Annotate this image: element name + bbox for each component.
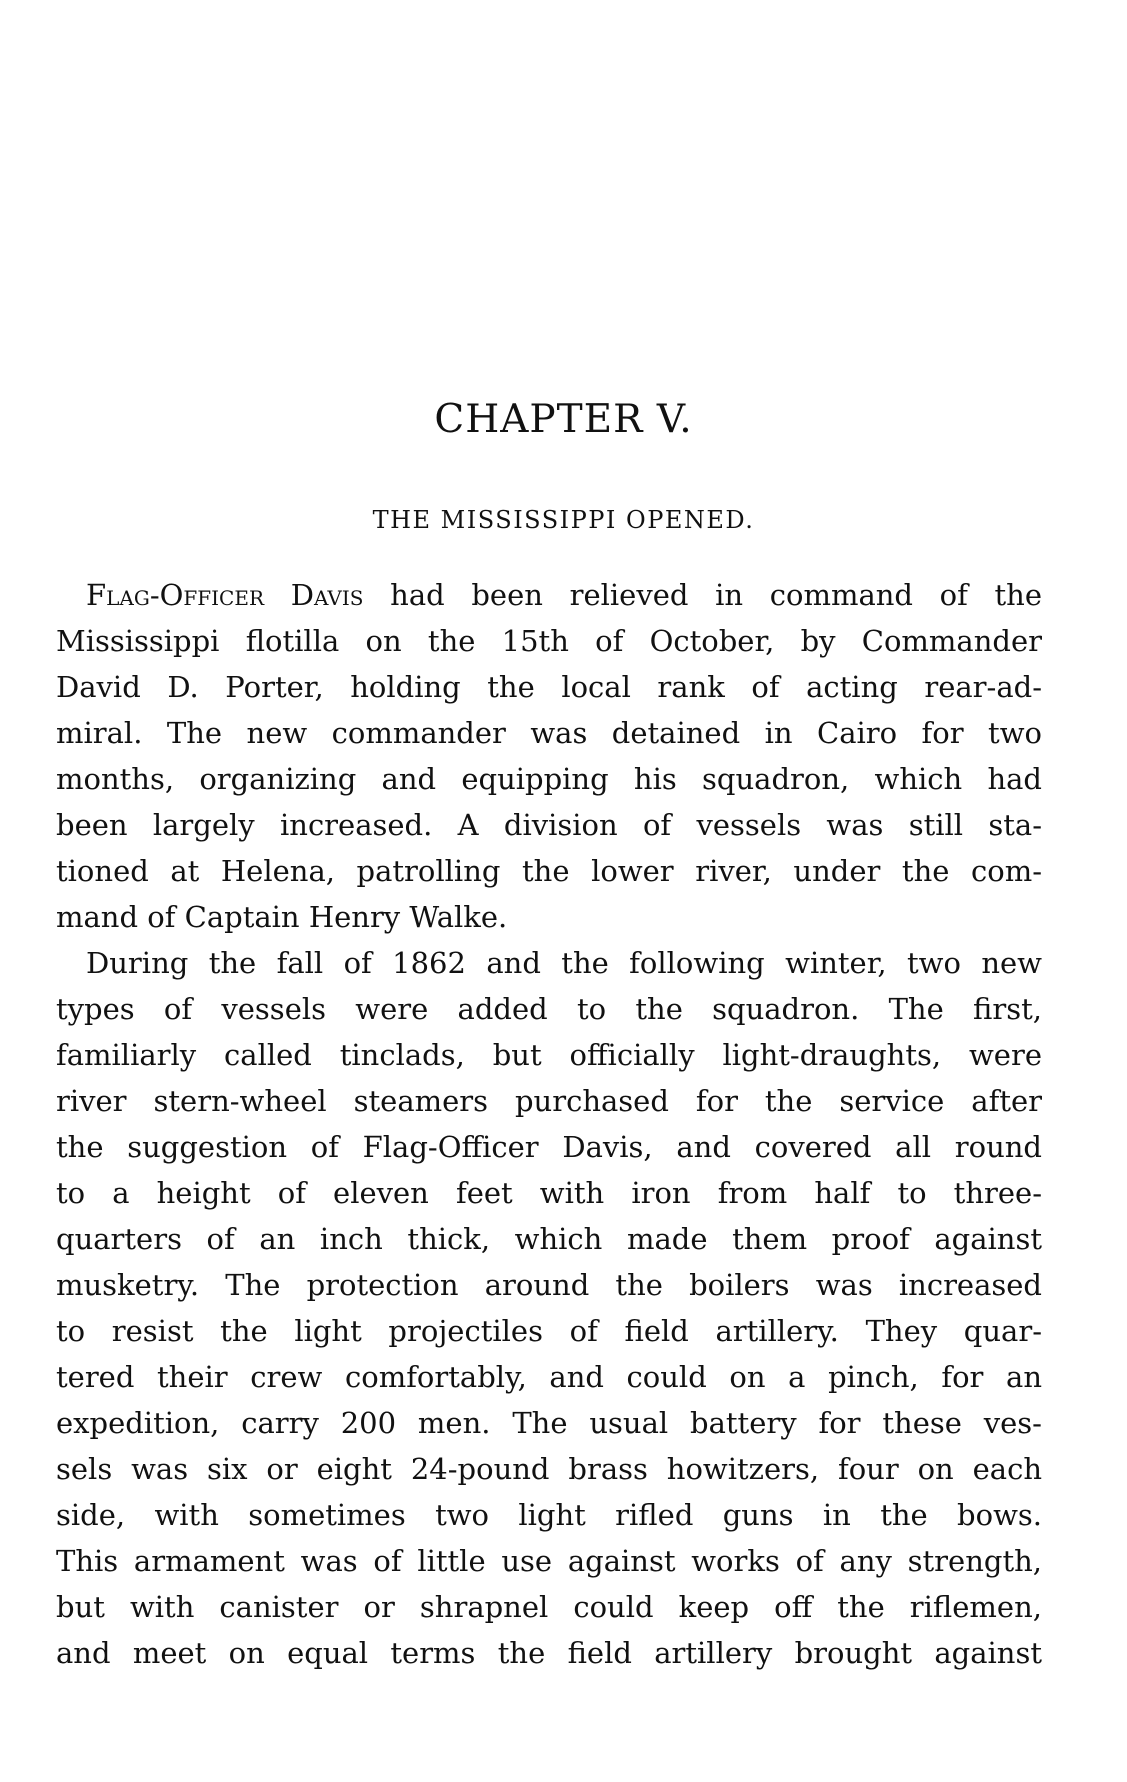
- text-line: familiarly called tinclads, but officially light-draughts, were: [56, 1038, 1042, 1072]
- text-line: been largely increased. A division of vessels was still sta-: [56, 808, 1042, 842]
- text-line: tioned at Helena, patrolling the lower river, under the com-: [56, 854, 1042, 888]
- text-line: miral. The new commander was detained in Cairo for two: [56, 716, 1042, 750]
- text-line: [56, 572, 1042, 618]
- chapter-title: CHAPTER V.: [434, 397, 693, 442]
- text-line: musketry. The protection around the boilers was increased: [56, 1268, 1042, 1302]
- text-line: expedition, carry 200 men. The usual battery for these ves-: [56, 1406, 1042, 1440]
- text-line: the suggestion of Flag-Officer Davis, and covered all round: [56, 1130, 1042, 1164]
- opening-smallcaps: Flag-Officer: [86, 578, 265, 612]
- text-line: mand of Captain Henry Walke.: [56, 900, 508, 934]
- text-line: tered their crew comfortably, and could on a pinch, for an: [56, 1360, 1042, 1394]
- text-line: David D. Porter, holding the local rank of acting rear-ad-: [56, 670, 1042, 704]
- text-line: months, organizing and equipping his squadron, which had: [56, 762, 1042, 796]
- text-line-content: had been relieved in command of the: [390, 578, 1043, 612]
- text-line: quarters of an inch thick, which made them proof against: [56, 1222, 1042, 1256]
- body-text: [56, 572, 1042, 1676]
- text-line: to a height of eleven feet with iron from half to three-: [56, 1176, 1042, 1210]
- text-line: river stern-wheel steamers purchased for the service after: [56, 1084, 1042, 1118]
- chapter-subtitle: THE MISSISSIPPI OPENED.: [372, 506, 755, 534]
- text-line: types of vessels were added to the squadron. The first,: [56, 992, 1042, 1026]
- text-line: Mississippi flotilla on the 15th of October, by Commander: [56, 624, 1042, 658]
- text-line: This armament was of little use against works of any strength,: [56, 1544, 1042, 1578]
- text-line: but with canister or shrapnel could keep off the riflemen,: [56, 1590, 1042, 1624]
- text-line: side, with sometimes two light rifled guns in the bows.: [56, 1498, 1042, 1532]
- text-line: to resist the light projectiles of field artillery. They quar-: [56, 1314, 1042, 1348]
- text-line: and meet on equal terms the field artillery brought against: [56, 1636, 1042, 1670]
- text-line: sels was six or eight 24-pound brass howitzers, four on each: [56, 1452, 1042, 1486]
- text-line: During the fall of 1862 and the following winter, two new: [86, 946, 1042, 980]
- opening-smallcaps: Davis: [290, 578, 364, 612]
